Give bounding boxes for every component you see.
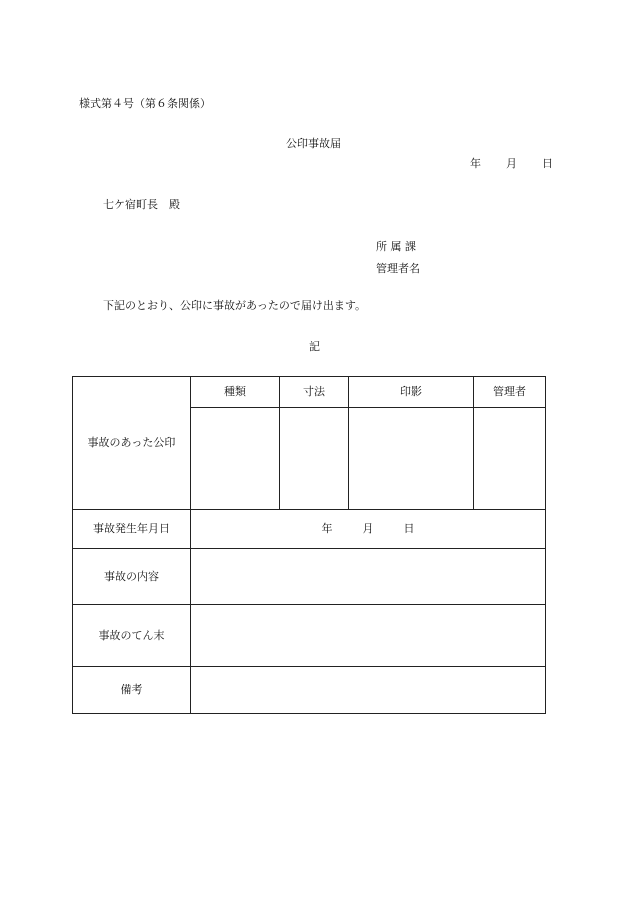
incident-form-table [72,376,546,714]
seal-impression-cell[interactable] [349,408,474,510]
circumstances-cell[interactable] [191,605,546,667]
date-month-label: 月 [506,157,517,170]
circumstances-label: 事故のてん末 [73,605,191,667]
department-label: 所 属 課 [376,240,416,253]
date-day-label: 日 [542,157,553,170]
occurrence-date-cell[interactable] [191,510,546,549]
statement: 下記のとおり、公印に事故があったので届け出ます。 [103,299,367,312]
seal-type-cell[interactable] [191,408,280,510]
addressee: 七ケ宿町長 殿 [103,198,180,211]
remarks-label: 備考 [73,667,191,714]
manager-name-label: 管理者名 [376,262,420,275]
occurrence-year-label: 年 [321,522,333,535]
column-header-manager: 管理者 [474,377,546,408]
column-header-type: 種類 [191,377,280,408]
occurrence-month-label: 月 [362,522,374,535]
seal-size-cell[interactable] [280,408,349,510]
page-title: 公印事故届 [286,137,341,150]
form-number: 様式第４号（第６条関係） [79,97,211,110]
occurrence-day-label: 日 [403,522,415,535]
column-header-size: 寸法 [280,377,349,408]
remarks-cell[interactable] [191,667,546,714]
details-label: 事故の内容 [73,549,191,605]
column-header-impression: 印影 [349,377,474,408]
date-year-label: 年 [470,157,481,170]
seal-manager-cell[interactable] [474,408,546,510]
seal-row-label: 事故のあった公印 [73,377,191,510]
ki-marker: 記 [309,340,320,353]
details-cell[interactable] [191,549,546,605]
occurrence-date-label: 事故発生年月日 [73,510,191,549]
